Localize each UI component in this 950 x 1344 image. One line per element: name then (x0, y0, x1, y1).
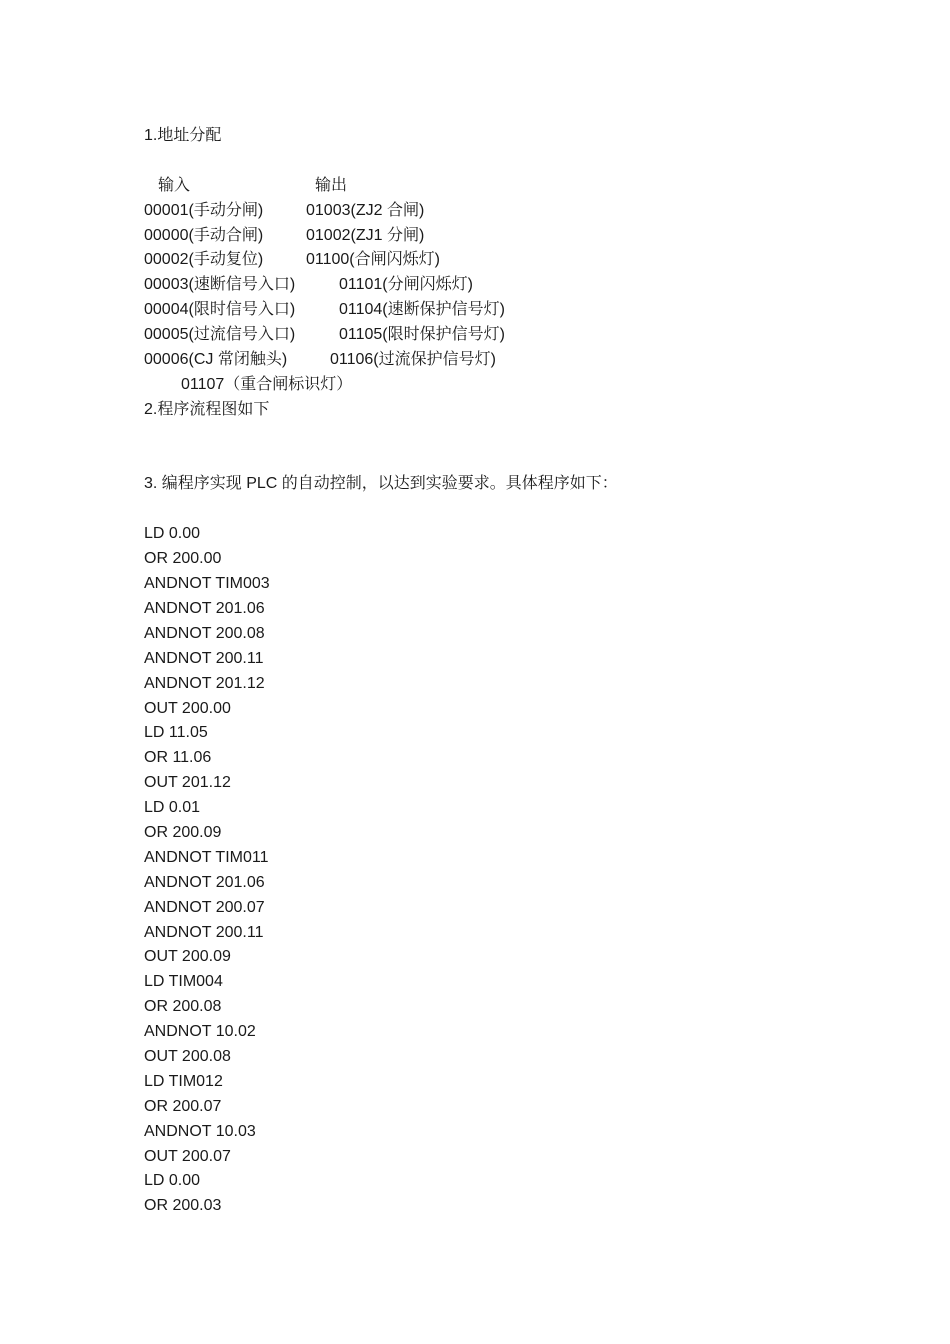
io-table-header (144, 174, 904, 199)
io-row (144, 248, 904, 273)
io-output: 01002(ZJ1 分闸) (306, 226, 425, 244)
io-row (144, 224, 904, 249)
io-row (144, 323, 904, 348)
program-line: ANDNOT 200.07 (144, 898, 265, 916)
program-line: OR 200.09 (144, 823, 222, 841)
program-line: ANDNOT 201.06 (144, 599, 265, 617)
io-input: 00005(过流信号入口) (144, 326, 296, 344)
io-output: 01100(合闸闪烁灯) (306, 251, 440, 269)
input-header: 输入 (158, 176, 191, 194)
program-listing (144, 522, 904, 1219)
io-input: 00000(手动合闸) (144, 226, 264, 244)
program-line: OR 200.08 (144, 998, 222, 1016)
io-input: 00004(限时信号入口) (144, 301, 296, 319)
program-line: OUT 200.09 (144, 948, 231, 966)
program-line: OUT 200.00 (144, 699, 231, 717)
program-line: ANDNOT 201.06 (144, 873, 265, 891)
io-output: 01101(分闸闪烁灯) (339, 276, 473, 294)
io-output: 01105(限时保护信号灯) (339, 326, 505, 344)
program-line: OUT 200.08 (144, 1047, 231, 1065)
program-line: OR 200.00 (144, 550, 222, 568)
program-line: ANDNOT 201.12 (144, 674, 265, 692)
io-output: 01104(速断保护信号灯) (339, 301, 505, 319)
program-line: OR 11.06 (144, 749, 212, 767)
io-input: 00006(CJ 常闭触头) (144, 351, 288, 369)
program-line: OR 200.03 (144, 1197, 222, 1215)
io-input: 00003(速断信号入口) (144, 276, 296, 294)
io-input: 00002(手动复位) (144, 251, 264, 269)
program-line: ANDNOT 10.03 (144, 1122, 256, 1140)
section3-heading: 3. 编程序实现 PLC 的自动控制，以达到实验要求。具体程序如下： (144, 475, 618, 493)
program-line: LD TIM004 (144, 973, 223, 991)
program-line: ANDNOT 200.08 (144, 624, 265, 642)
spacer (144, 149, 904, 174)
program-line: LD 0.00 (144, 1172, 201, 1190)
program-line: OR 200.07 (144, 1097, 222, 1115)
io-row (144, 298, 904, 323)
program-line: OUT 201.12 (144, 774, 231, 792)
program-line: LD 0.00 (144, 525, 201, 543)
io-extra-output: 01107（重合闸标识灯） (181, 375, 353, 393)
spacer (144, 423, 904, 473)
output-header: 输出 (315, 176, 348, 194)
io-row (144, 199, 904, 224)
spacer (144, 497, 904, 522)
program-line: LD TIM012 (144, 1072, 223, 1090)
io-output: 01003(ZJ2 合闸) (306, 201, 425, 219)
io-input: 00001(手动分闸) (144, 201, 264, 219)
program-line: LD 0.01 (144, 799, 201, 817)
io-row (144, 273, 904, 298)
section2-heading: 2.程序流程图如下 (144, 400, 270, 418)
document-page (144, 124, 904, 1219)
io-row (144, 348, 904, 373)
program-line: LD 11.05 (144, 724, 208, 742)
section1-heading: 1.地址分配 (144, 127, 222, 144)
program-line: ANDNOT 10.02 (144, 1023, 256, 1041)
program-line: ANDNOT TIM011 (144, 848, 269, 866)
program-line: OUT 200.07 (144, 1147, 231, 1165)
program-line: ANDNOT TIM003 (144, 575, 270, 593)
io-output: 01106(过流保护信号灯) (330, 351, 496, 369)
program-line: ANDNOT 200.11 (144, 923, 264, 941)
program-line: ANDNOT 200.11 (144, 649, 264, 667)
